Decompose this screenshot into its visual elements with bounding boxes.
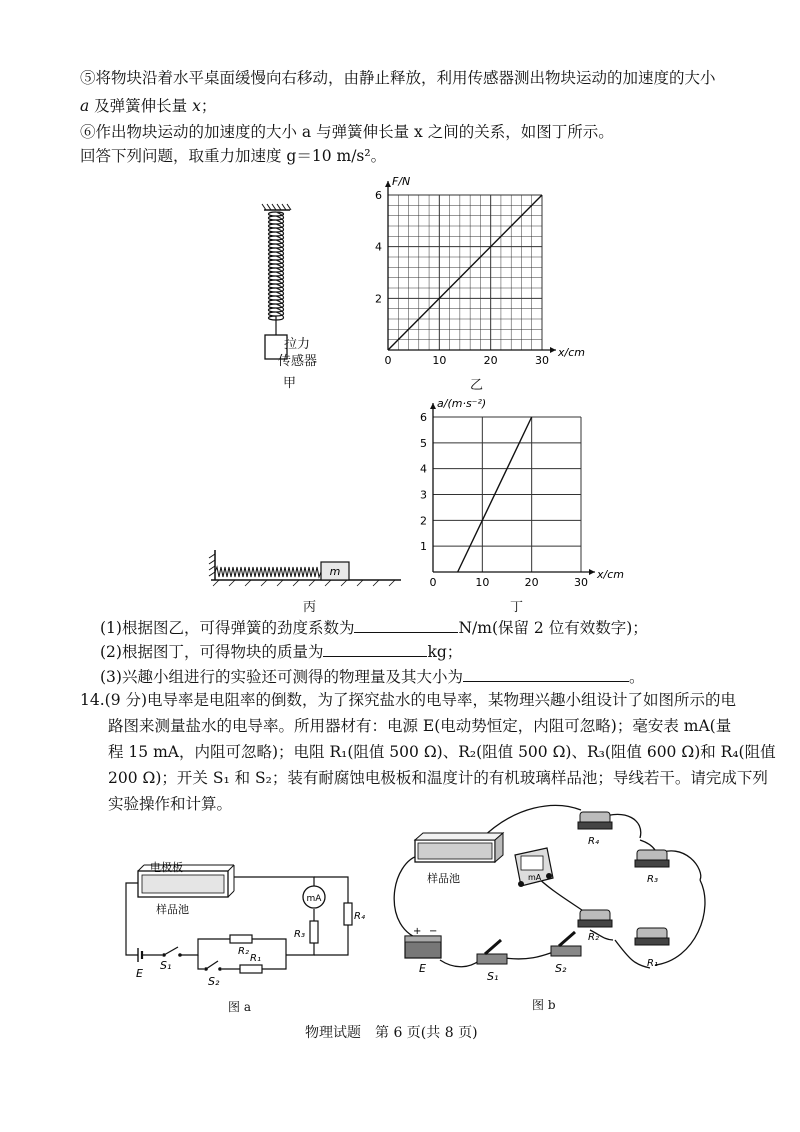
x-tick-label: 0 [384,354,392,367]
y-tick-label: 2 [375,292,382,306]
resistor-R1-b [635,928,669,945]
step5-line2-text: 及弹簧伸长量 [89,97,193,115]
meter-label-a: mA [306,894,322,904]
spring-coil [269,212,284,322]
source-E-b: E [419,962,426,975]
label-R2-a: R₂ [238,946,249,957]
y-tick-label: 6 [375,189,382,202]
resistor-R3-a [310,921,318,943]
series-line [388,195,542,350]
x-axis-arrow [589,569,595,575]
step5-line2-end: ； [200,97,217,115]
caption-circuit-b: 图 b [532,998,556,1012]
y-tick-label: 2 [420,514,427,528]
question-2 [100,640,462,662]
caption-bing: 丙 [303,600,317,615]
electrode-label: 电极板 [150,861,183,874]
circuit-a [110,855,365,995]
sensor-label-2: 传感器 [278,354,318,369]
step5-line1: ⑤将物块沿着水平桌面缓慢向右移动，由静止释放，利用传感器测出物块运动的加速度的大小 [80,69,716,87]
caption-circuit-a: 图 a [228,1000,251,1014]
page-footer: 物理试题 第 6 页(共 8 页) [305,1025,478,1041]
q2-unit: kg； [427,643,463,661]
resistor-R2-b [578,910,612,927]
resistor-R4-a [344,903,352,925]
q1-answer-blank[interactable] [354,616,458,633]
y-tick-label: 3 [420,488,427,502]
q14-line2: 路图来测量盐水的电导率。所用器材有：电源 E(电动势恒定，内阻可忽略)；毫安表 mA(量 [108,717,732,735]
label-S1-b: S₁ [487,970,499,983]
x-tick-label: 10 [432,354,447,367]
x-tick-label: 30 [535,354,549,367]
switch-S1-b [477,940,507,964]
resistor-R1-a [240,965,262,973]
caption-jia: 甲 [283,376,297,391]
question-3 [100,665,644,687]
label-R1-b: R₁ [647,958,658,969]
battery-plus: + [413,926,422,937]
q14-line3: 程 15 mA，内阻可忽略)；电阻 R₁(阻值 500 Ω)、R₂(阻值 500 Ω)、R₃(阻值 600 Ω)和 R₄(阻值 [108,743,776,761]
y-tick-label: 4 [375,240,382,254]
x-axis-label: x/cm [597,568,624,581]
label-R1-a: R₁ [250,953,261,964]
x-tick-label: 30 [574,576,588,589]
x-tick-label: 0 [429,576,437,589]
label-R2-b: R₂ [588,932,599,943]
source-E-a: E [136,967,143,980]
x-axis-arrow [550,347,556,353]
q14-line1: 14.(9 分)电导率是电阻率的倒数，为了探究盐水的电导率，某物理兴趣小组设计了如图所示的电 [80,691,737,709]
x-tick-label: 20 [524,576,539,589]
label-R4-a: R₄ [354,911,365,922]
battery-minus: − [429,926,438,937]
battery-E-b [405,936,441,958]
q3-text: (3)兴趣小组进行的实验还可测得的物理量及其大小为 [100,668,463,686]
label-S2-b: S₂ [555,962,567,975]
switch-S2-b [551,932,581,956]
y-axis-arrow [430,403,436,409]
y-axis-arrow [385,181,391,187]
q3-end: 。 [628,668,645,686]
q14-line4: 200 Ω)；开关 S₁ 和 S₂；装有耐腐蚀电极板和温度计的有机玻璃样品池；导线若干。请完成下列 [108,769,768,787]
label-R3-b: R₃ [647,874,658,885]
figure-bing [205,548,405,593]
cell-label-b: 样品池 [427,872,460,885]
label-R4-b: R₄ [588,836,599,847]
step5-line2 [80,96,216,116]
y-tick-label: 1 [420,540,427,554]
answer-intro: 回答下列问题，取重力加速度 g＝10 m/s²。 [80,147,387,165]
resistor-R4-b [578,812,612,829]
x-tick-label: 20 [483,354,498,367]
var-x: x [192,97,201,115]
x-axis-label: x/cm [558,346,585,359]
step6-line: ⑥作出物块运动的加速度的大小 a 与弹簧伸长量 x 之间的关系，如图丁所示。 [80,123,614,141]
caption-yi: 乙 [470,378,484,393]
caption-ding: 丁 [510,600,524,615]
cell-label-a: 样品池 [156,903,189,916]
q14-line5: 实验操作和计算。 [108,795,233,813]
spring-horizontal [215,567,321,577]
sample-cell-b [415,833,503,862]
y-axis-label: F/N [392,175,411,188]
y-tick-label: 6 [420,411,427,424]
label-R3-a: R₃ [294,929,305,940]
y-tick-label: 5 [420,436,427,450]
chart-yi [360,170,590,370]
block-label: m [329,565,341,578]
y-tick-label: 4 [420,462,427,476]
var-a: a [80,97,90,115]
switch-S1-a: S₁ [160,959,172,972]
y-axis-label: a/(m·s⁻²) [437,397,487,410]
q2-answer-blank[interactable] [323,640,427,657]
meter-label-b: mA [528,873,542,882]
q1-unit: N/m(保留 2 位有效数字)； [458,619,648,637]
q1-text: (1)根据图乙，可得弹簧的劲度系数为 [100,619,355,637]
chart-ding [405,392,625,592]
question-1 [100,616,648,638]
q2-text: (2)根据图丁，可得物块的质量为 [100,643,324,661]
sensor-label-1: 拉力 [284,337,311,352]
circuit-b [385,800,715,995]
resistor-R3-b [635,850,669,867]
switch-S2-a: S₂ [208,975,220,988]
resistor-R2-a [230,935,252,943]
x-tick-label: 10 [475,576,490,589]
q3-answer-blank[interactable] [463,665,629,682]
